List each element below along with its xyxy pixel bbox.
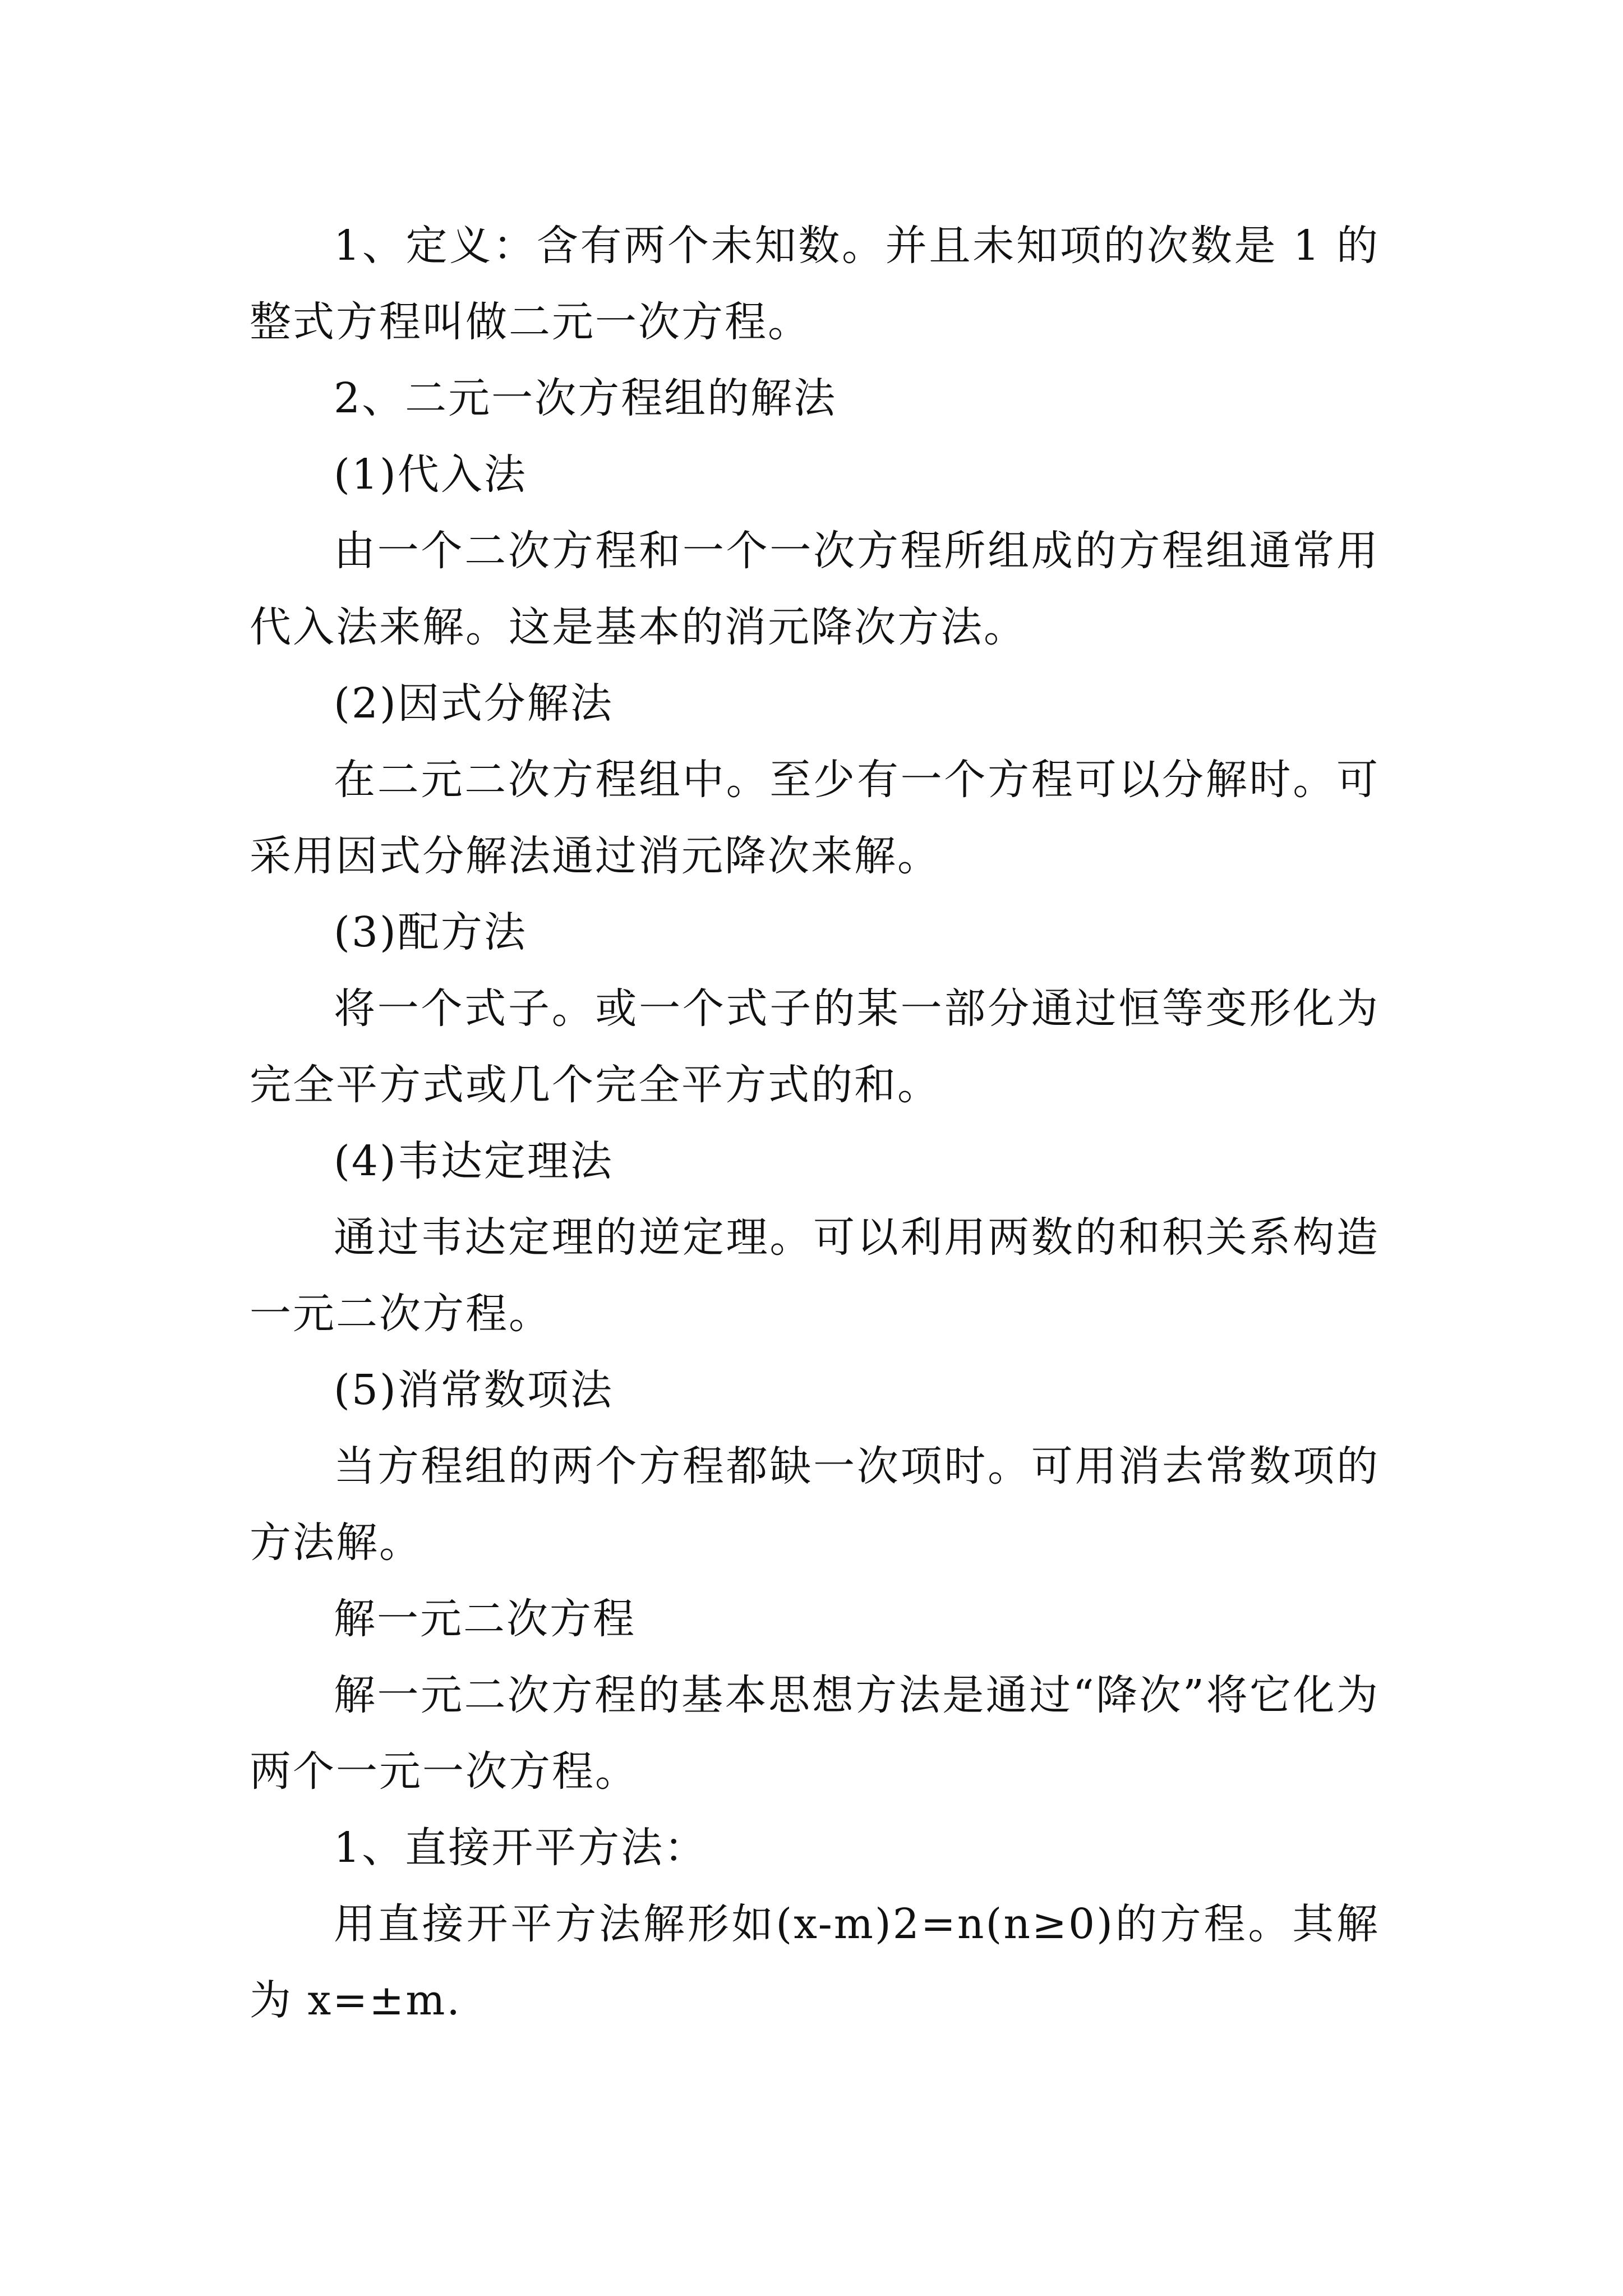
definition-paragraph: 1、定义：含有两个未知数。并且未知项的次数是 1 的整式方程叫做二元一次方程。: [250, 222, 1380, 346]
method-heading-substitution: (1)代入法: [334, 450, 527, 499]
vieta-paragraph: 通过韦达定理的逆定理。可以利用两数的和积关系构造一元二次方程。: [250, 1213, 1380, 1338]
completing-square-paragraph: 将一个式子。或一个式子的某一部分通过恒等变形化为完全平方式或几个完全平方式的和。: [250, 984, 1380, 1109]
section-heading-quadratic: 解一元二次方程: [334, 1595, 636, 1643]
section-heading-solution-methods: 2、二元一次方程组的解法: [334, 374, 837, 422]
square-root-paragraph: 用直接开平方法解形如(x-m)2=n(n≥0)的方程。其解为 x=±m.: [250, 1900, 1380, 2024]
method-heading-square-root: 1、直接开平方法：: [334, 1824, 708, 1872]
method-heading-completing-square: (3)配方法: [334, 908, 527, 956]
document-body: [250, 208, 1380, 2039]
substitution-paragraph: 由一个二次方程和一个一次方程所组成的方程组通常用代入法来解。这是基本的消元降次方法。: [250, 527, 1380, 651]
factorization-paragraph: 在二元二次方程组中。至少有一个方程可以分解时。可采用因式分解法通过消元降次来解。: [250, 756, 1380, 880]
method-heading-vieta: (4)韦达定理法: [334, 1137, 614, 1185]
method-heading-factorization: (2)因式分解法: [334, 679, 614, 728]
eliminate-constant-paragraph: 当方程组的两个方程都缺一次项时。可用消去常数项的方法解。: [250, 1442, 1380, 1567]
method-heading-eliminate-constant: (5)消常数项法: [334, 1366, 614, 1414]
quadratic-paragraph: 解一元二次方程的基本思想方法是通过“降次”将它化为两个一元一次方程。: [250, 1671, 1380, 1796]
